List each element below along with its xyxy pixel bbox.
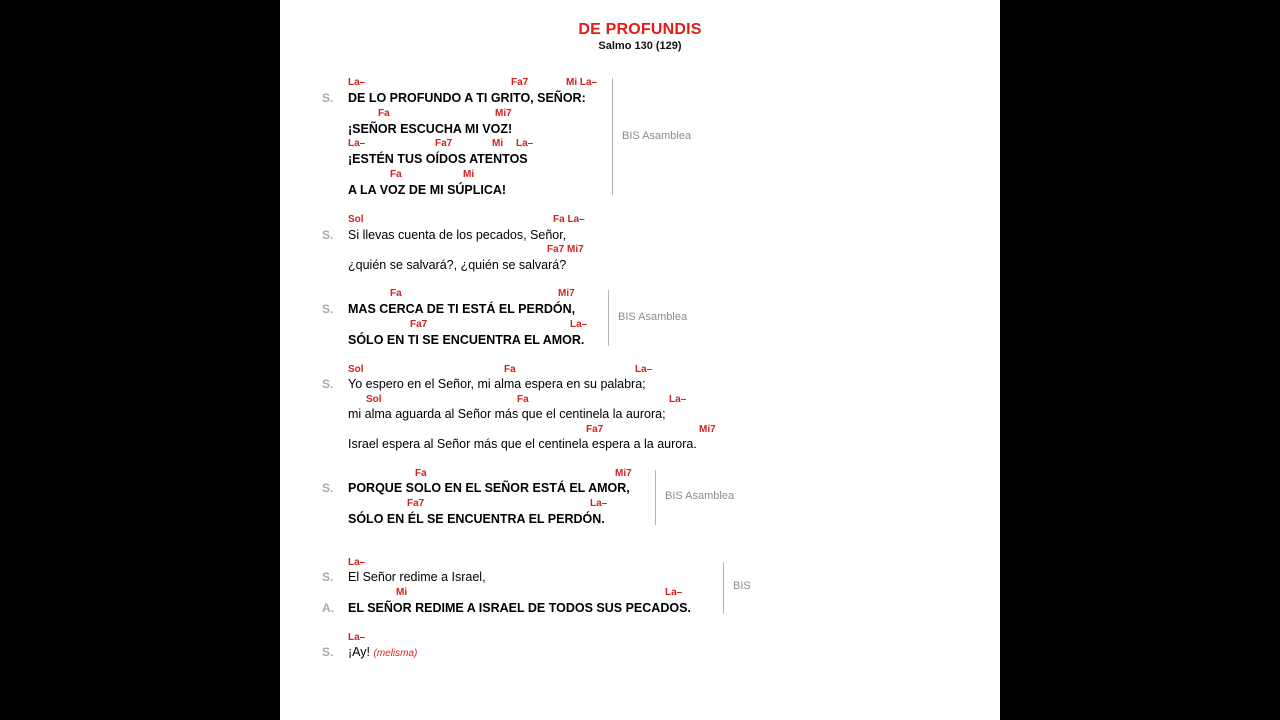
bis-label: BIS Asamblea — [618, 311, 688, 323]
chord: La– — [348, 77, 366, 88]
chord: Sol — [348, 214, 364, 225]
chord: La– — [348, 632, 366, 643]
chord: Mi — [492, 138, 504, 149]
chord: Fa — [390, 288, 402, 299]
chord: Mi — [396, 587, 408, 598]
chord: Mi La– — [566, 77, 598, 88]
lyric-text: ¿quién se salvará?, ¿quién se salvará? — [348, 258, 567, 272]
chord: La– — [590, 498, 608, 509]
chord: La– — [635, 364, 653, 375]
lyric-text: PORQUE SOLO EN EL SEÑOR ESTÁ EL AMOR, — [348, 481, 630, 495]
repeat-bar — [612, 78, 613, 195]
lyric-text: ¡SEÑOR ESCUCHA MI VOZ! — [348, 122, 513, 136]
chord: La– — [348, 557, 366, 568]
chord: Fa — [390, 169, 402, 180]
chord: Fa7 — [410, 319, 428, 330]
lyric-text: Israel espera al Señor más que el centinela espera a la aurora. — [348, 437, 697, 451]
chord: La– — [669, 394, 687, 405]
lyric-text: El Señor redime a Israel, — [348, 570, 486, 584]
chord: La– — [570, 319, 588, 330]
lyric-text: DE LO PROFUNDO A TI GRITO, SEÑOR: — [348, 91, 586, 105]
chord: La– — [348, 138, 366, 149]
chord: Fa7 — [511, 77, 529, 88]
lyric-text: SÓLO EN TI SE ENCUENTRA EL AMOR. — [348, 333, 585, 347]
chord: Fa La– — [553, 214, 585, 225]
role-label: S. — [322, 228, 334, 242]
role-label: A. — [322, 601, 334, 615]
role-label: S. — [322, 91, 334, 105]
lyric-text: Yo espero en el Señor, mi alma espera en su palabra; — [348, 377, 646, 391]
song-sheet — [280, 0, 1000, 720]
chord: Mi — [463, 169, 475, 180]
lyric-text: ¡ESTÉN TUS OÍDOS ATENTOS — [348, 152, 528, 166]
lyric-text: MAS CERCA DE TI ESTÁ EL PERDÓN, — [348, 302, 576, 316]
chord: Fa7 — [586, 424, 604, 435]
lyric-text: Si llevas cuenta de los pecados, Señor, — [348, 228, 567, 242]
song-title: DE PROFUNDIS — [578, 21, 702, 38]
chord: Sol — [348, 364, 364, 375]
lyric-text: mi alma aguarda al Señor más que el centinela la aurora; — [348, 407, 666, 421]
role-label: S. — [322, 302, 334, 316]
lyric-word: ¡Ay! — [348, 645, 370, 659]
repeat-bar — [723, 562, 724, 614]
role-label: S. — [322, 377, 334, 391]
bis-label: BIS Asamblea — [665, 490, 735, 502]
role-label: S. — [322, 645, 334, 659]
chord: Mi7 — [495, 108, 512, 119]
lyric-text: EL SEÑOR REDIME A ISRAEL DE TODOS SUS PECADOS. — [348, 601, 691, 615]
melisma-note: (melisma) — [373, 648, 418, 659]
chord: Fa — [517, 394, 529, 405]
bis-label: BIS Asamblea — [622, 130, 692, 142]
role-label: S. — [322, 570, 334, 584]
chord: La– — [516, 138, 534, 149]
lyric-text: SÓLO EN ÉL SE ENCUENTRA EL PERDÓN. — [348, 512, 605, 526]
chord: Mi7 — [699, 424, 716, 435]
bis-label: BIS — [733, 580, 751, 592]
chord: Fa — [378, 108, 390, 119]
chord: Fa — [415, 468, 427, 479]
repeat-bar — [655, 470, 656, 525]
song-subtitle: Salmo 130 (129) — [598, 40, 682, 52]
role-label: S. — [322, 481, 334, 495]
chord: Fa7 — [435, 138, 453, 149]
chord: La– — [665, 587, 683, 598]
chord: Fa — [504, 364, 516, 375]
lyric-text: A LA VOZ DE MI SÚPLICA! — [348, 183, 507, 197]
chord: Fa7 Mi7 — [547, 244, 584, 255]
chord: Sol — [366, 394, 382, 405]
chord: Mi7 — [615, 468, 632, 479]
chord: Fa7 — [407, 498, 425, 509]
lyric-text — [348, 645, 417, 659]
chord: Mi7 — [558, 288, 575, 299]
repeat-bar — [608, 290, 609, 346]
